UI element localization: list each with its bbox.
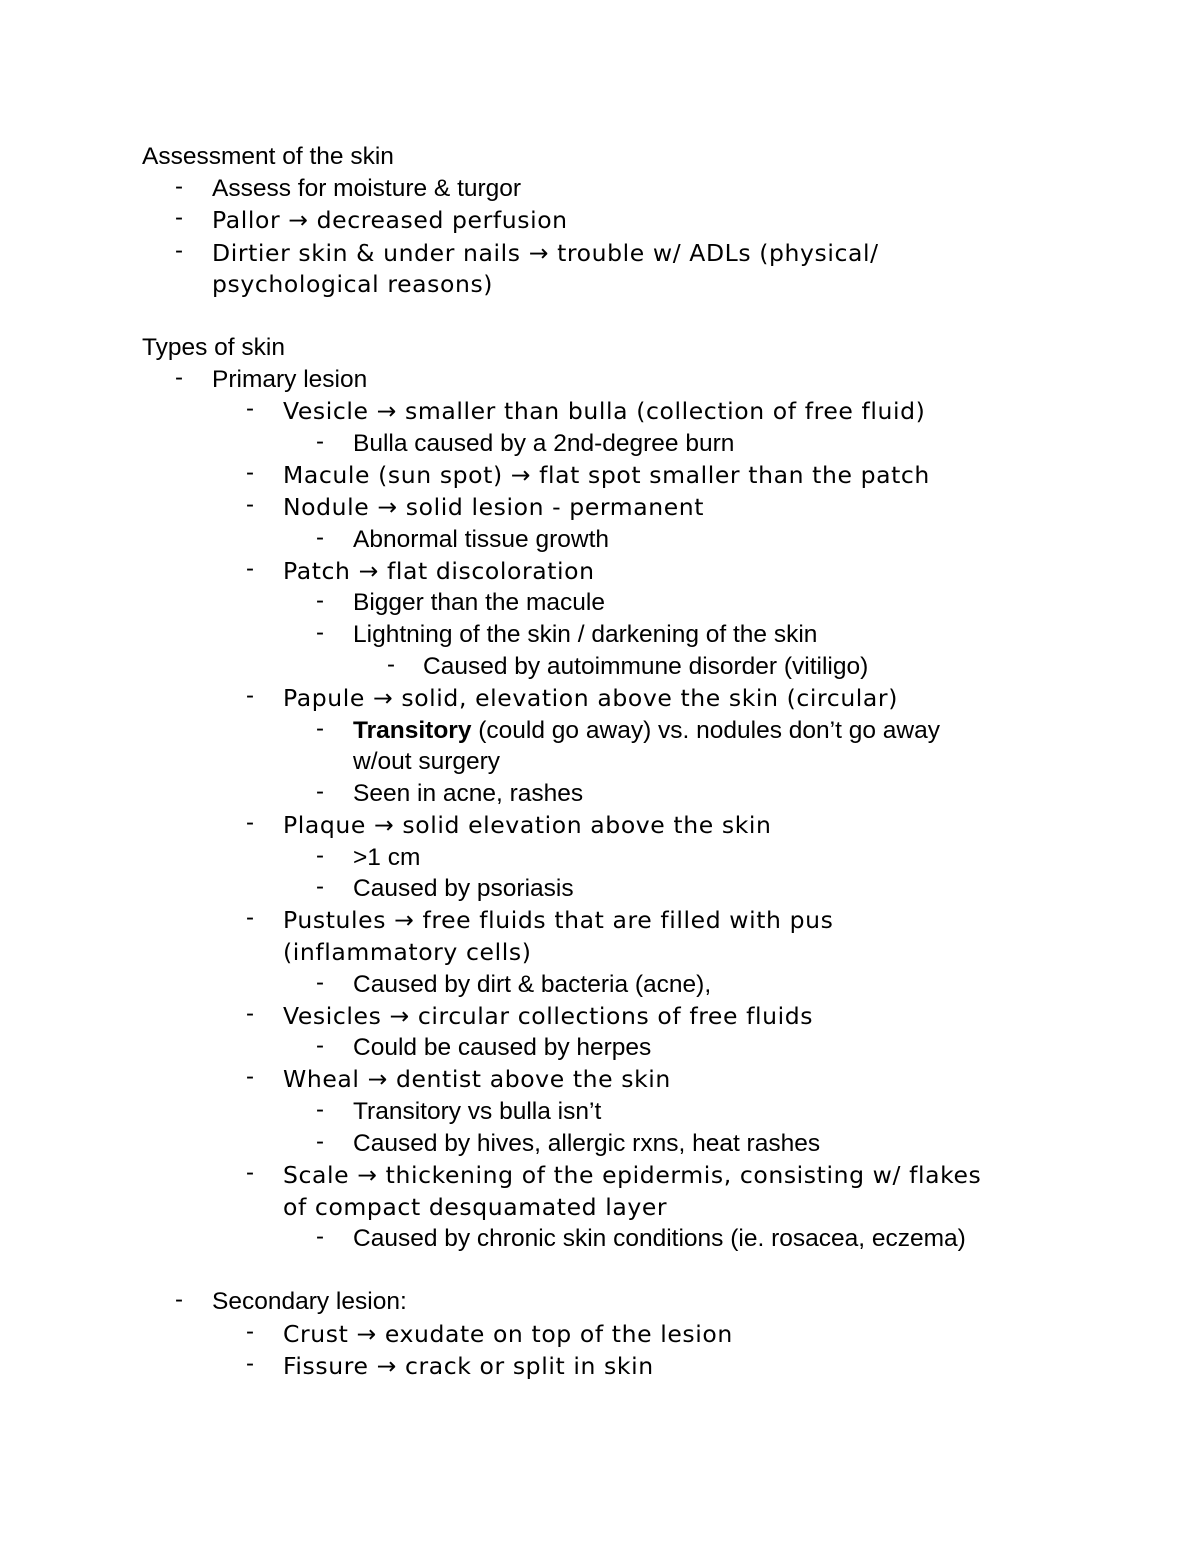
bullet-dash: - xyxy=(175,173,183,200)
bullet-dash: - xyxy=(246,904,254,931)
bullet-dash: - xyxy=(316,715,324,742)
bullet-dash: - xyxy=(316,1032,324,1059)
bullet-dash: - xyxy=(316,428,324,455)
bullet-dash: - xyxy=(246,1318,254,1345)
list-item: Papule → solid, elevation above the skin (circular) xyxy=(283,684,898,712)
list-item: Bigger than the macule xyxy=(353,589,605,616)
list-item: Patch → flat discoloration xyxy=(283,557,595,585)
secondary-lesion-label: Secondary lesion: xyxy=(212,1288,407,1315)
list-item xyxy=(353,715,940,747)
bullet-dash: - xyxy=(246,555,254,582)
bullet-dash: - xyxy=(316,1096,324,1123)
bullet-dash: - xyxy=(387,651,395,678)
list-item: Assess for moisture & turgor xyxy=(212,175,522,202)
list-item-continuation: of compact desquamated layer xyxy=(283,1193,668,1221)
bullet-dash: - xyxy=(246,395,254,422)
bullet-dash: - xyxy=(246,1063,254,1090)
bullet-dash: - xyxy=(246,809,254,836)
bullet-dash: - xyxy=(175,237,183,264)
list-item: Vesicles → circular collections of free fluids xyxy=(283,1002,814,1030)
list-item: Dirtier skin & under nails → trouble w/ ADLs (physical/ xyxy=(212,239,879,267)
list-item-text: (could go away) vs. nodules don’t go away xyxy=(471,717,940,744)
list-item: Scale → thickening of the epidermis, consisting w/ flakes xyxy=(283,1161,982,1189)
section-heading-assessment: Assessment of the skin xyxy=(142,143,394,170)
list-item: Caused by autoimmune disorder (vitiligo) xyxy=(423,653,869,680)
list-item-continuation: psychological reasons) xyxy=(212,270,494,298)
list-item: Bulla caused by a 2nd-degree burn xyxy=(353,430,735,457)
section-heading-types: Types of skin xyxy=(142,334,285,361)
bullet-dash: - xyxy=(316,524,324,551)
list-item: Caused by dirt & bacteria (acne), xyxy=(353,971,712,998)
list-item: Wheal → dentist above the skin xyxy=(283,1065,671,1093)
list-item-continuation: w/out surgery xyxy=(353,748,501,775)
bullet-dash: - xyxy=(175,204,183,231)
list-item: Transitory vs bulla isn’t xyxy=(353,1098,602,1125)
list-item: Crust → exudate on top of the lesion xyxy=(283,1320,733,1348)
bullet-dash: - xyxy=(316,587,324,614)
list-item: Vesicle → smaller than bulla (collection of free fluid) xyxy=(283,397,926,425)
list-item: Seen in acne, rashes xyxy=(353,780,584,807)
bullet-dash: - xyxy=(316,1223,324,1250)
bullet-dash: - xyxy=(246,1350,254,1377)
primary-lesion-label: Primary lesion xyxy=(212,366,368,393)
bullet-dash: - xyxy=(316,873,324,900)
bullet-dash: - xyxy=(316,842,324,869)
bullet-dash: - xyxy=(316,778,324,805)
list-item: Could be caused by herpes xyxy=(353,1034,652,1061)
list-item: Caused by psoriasis xyxy=(353,875,574,902)
list-item-continuation: (inflammatory cells) xyxy=(283,938,532,966)
bullet-dash: - xyxy=(246,491,254,518)
list-item: Macule (sun spot) → flat spot smaller than the patch xyxy=(283,461,930,489)
list-item: Nodule → solid lesion - permanent xyxy=(283,493,705,521)
list-item: >1 cm xyxy=(353,844,421,871)
list-item: Caused by chronic skin conditions (ie. rosacea, eczema) xyxy=(353,1225,966,1252)
bullet-dash: - xyxy=(316,1128,324,1155)
bullet-dash: - xyxy=(246,1000,254,1027)
bullet-dash: - xyxy=(175,1286,183,1313)
bullet-dash: - xyxy=(316,969,324,996)
list-item: Lightning of the skin / darkening of the skin xyxy=(353,621,818,648)
bullet-dash: - xyxy=(246,459,254,486)
bullet-dash: - xyxy=(175,364,183,391)
bullet-dash: - xyxy=(246,682,254,709)
list-item: Plaque → solid elevation above the skin xyxy=(283,811,772,839)
list-item: Abnormal tissue growth xyxy=(353,526,610,553)
list-item: Caused by hives, allergic rxns, heat rashes xyxy=(353,1130,821,1157)
bullet-dash: - xyxy=(246,1159,254,1186)
bold-term: Transitory xyxy=(353,717,472,744)
list-item: Pustules → free fluids that are filled with pus xyxy=(283,906,834,934)
list-item: Pallor → decreased perfusion xyxy=(212,206,568,234)
list-item: Fissure → crack or split in skin xyxy=(283,1352,654,1380)
bullet-dash: - xyxy=(316,619,324,646)
